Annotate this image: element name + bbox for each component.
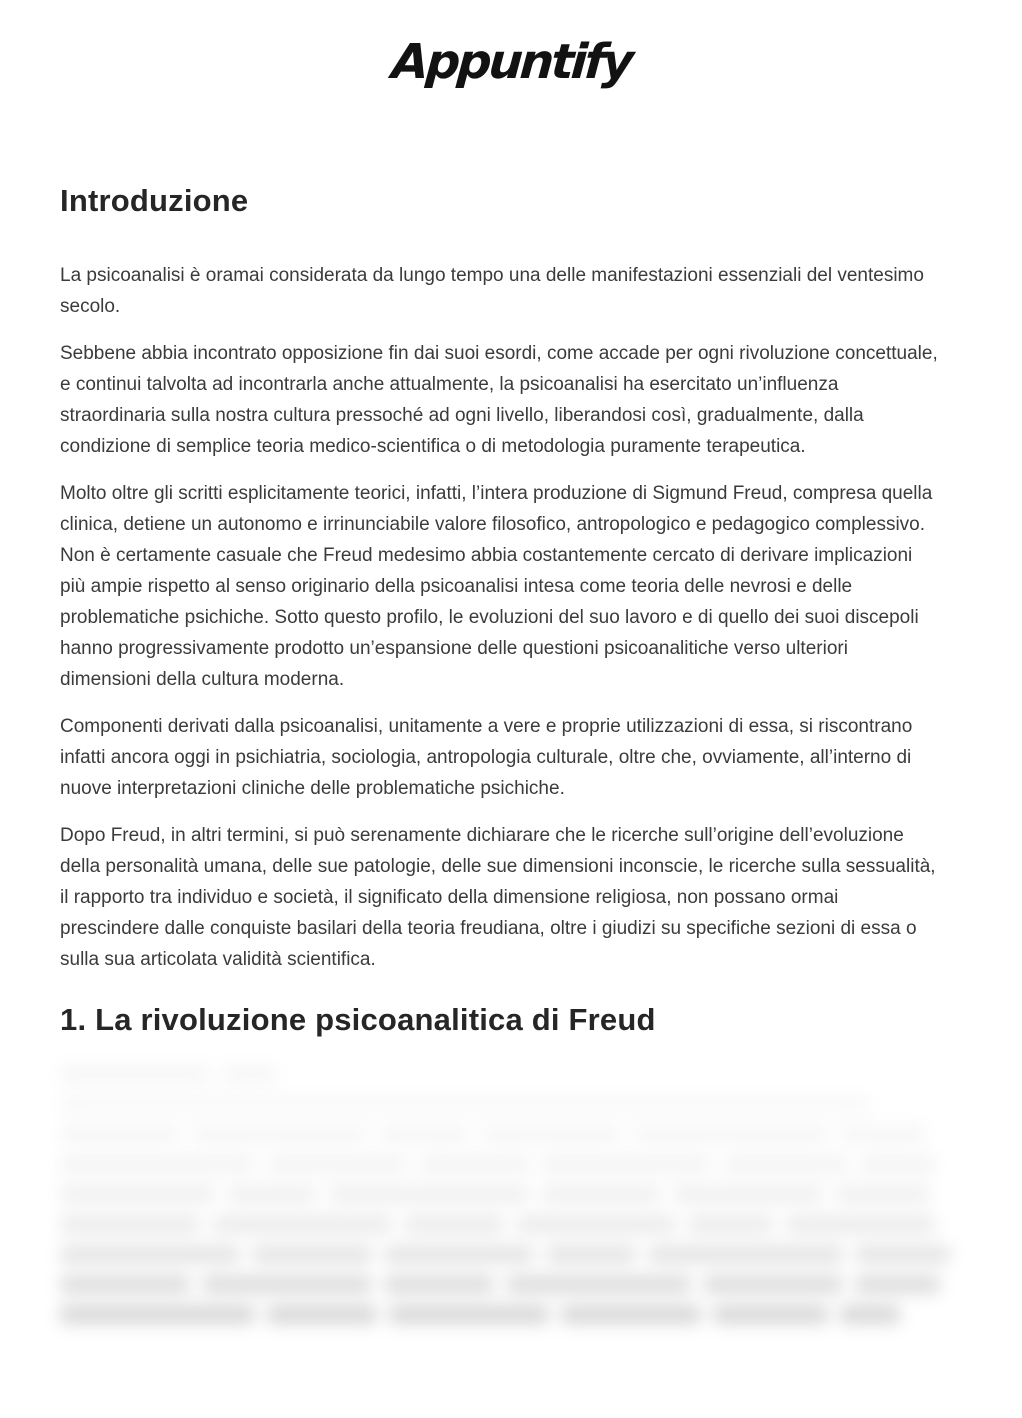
blur-word bbox=[212, 1215, 392, 1234]
blurred-text-row bbox=[60, 1185, 940, 1204]
blurred-text-row bbox=[60, 1095, 940, 1114]
blur-word bbox=[703, 1275, 843, 1294]
paragraph-4: Componenti derivati dalla psicoanalisi, unitamente a vere e proprie utilizzazioni di essa, si riscontrano infatti ancora oggi in psichiatria, sociologia, antropologia culturale, oltre che, ovviamente, all’interno di nuove interpretazioni cliniche delle problematiche psichiche. bbox=[60, 716, 913, 799]
blur-word bbox=[384, 1275, 494, 1294]
blurred-text-row bbox=[60, 1305, 940, 1324]
blurred-text-row bbox=[60, 1215, 940, 1234]
blur-word bbox=[855, 1245, 950, 1264]
blur-word bbox=[60, 1245, 240, 1264]
blur-word bbox=[384, 1245, 534, 1264]
blur-word bbox=[60, 1125, 180, 1144]
blur-word bbox=[222, 1065, 277, 1084]
blur-word bbox=[785, 1215, 935, 1234]
blur-word bbox=[481, 1125, 621, 1144]
blur-word bbox=[60, 1095, 870, 1114]
blur-word bbox=[855, 1275, 940, 1294]
blur-word bbox=[840, 1305, 900, 1324]
blur-word bbox=[60, 1065, 210, 1084]
blur-word bbox=[723, 1155, 848, 1174]
paragraph-3: Molto oltre gli scritti esplicitamente teorici, infatti, l’intera produzione di Sigmund Freud, compresa quella clinica, detiene un autonomo e irrinunciabile valore filosofico, antropologico e pedagogico complessivo. Non è certamente casuale che Freud medesimo abbia costantemente cercato di derivare implicazioni più ampie rispetto al senso originario della psicoanalisi intesa come teoria delle nevrosi e delle problematiche psichiche. Sotto questo profilo, le evoluzioni del suo lavoro e di quello dei suoi discepoli hanno progressivamente prodotto un’espansione delle questioni psicoanalitiche verso ulteriori dimensioni della cultura moderna. bbox=[60, 483, 933, 690]
blurred-text-row bbox=[60, 1125, 940, 1144]
blur-word bbox=[379, 1125, 469, 1144]
blur-word bbox=[541, 1155, 711, 1174]
header bbox=[0, 0, 1022, 96]
blur-word bbox=[252, 1245, 372, 1264]
blur-word bbox=[835, 1185, 930, 1204]
blur-word bbox=[267, 1305, 377, 1324]
blur-word bbox=[60, 1155, 255, 1174]
blur-word bbox=[673, 1185, 823, 1204]
blurred-locked-content bbox=[60, 1065, 940, 1324]
blur-word bbox=[60, 1215, 200, 1234]
blur-word bbox=[329, 1185, 529, 1204]
blur-word bbox=[688, 1215, 773, 1234]
blur-word bbox=[541, 1185, 661, 1204]
blur-word bbox=[419, 1155, 529, 1174]
blur-word bbox=[202, 1275, 372, 1294]
section-title-chapter-1: 1. La rivoluzione psicoanalitica di Freud bbox=[60, 1002, 656, 1037]
blurred-text-row bbox=[60, 1065, 940, 1084]
blurred-text-row bbox=[60, 1245, 940, 1264]
blur-word bbox=[713, 1305, 828, 1324]
blurred-text-row bbox=[60, 1155, 940, 1174]
page-title-introduzione: Introduzione bbox=[60, 183, 249, 218]
paragraph-5: Dopo Freud, in altri termini, si può serenamente dichiarare che le ricerche sull’origine dell’evoluzione della personalità umana, delle sue patologie, delle sue dimensioni inconscie, le ricerche sulla sessualità, il rapporto tra individuo e società, il significato della dimensione religiosa, non possano ormai prescindere dalle conquiste basilari della teoria freudiana, oltre i giudizi su specifiche sezioni di essa o sulla sua articolata validità scientifica. bbox=[60, 825, 936, 970]
appuntify-logo: Appuntify bbox=[389, 34, 633, 90]
blur-word bbox=[516, 1215, 676, 1234]
blur-word bbox=[840, 1125, 925, 1144]
blur-word bbox=[227, 1185, 317, 1204]
blur-word bbox=[860, 1155, 935, 1174]
blurred-text-row bbox=[60, 1275, 940, 1294]
paragraph-2: Sebbene abbia incontrato opposizione fin dai suoi esordi, come accade per ogni rivoluzione concettuale, e continui talvolta ad incontrarla anche attualmente, la psicoanalisi ha esercitato un’influenza straordinaria sulla nostra cultura pressoché ad ogni livello, liberandosi così, gradualmente, dalla condizione di semplice teoria medico-scientifica o di metodologia puramente terapeutica. bbox=[60, 343, 938, 457]
blur-word bbox=[648, 1245, 843, 1264]
blur-word bbox=[633, 1125, 828, 1144]
blur-word bbox=[389, 1305, 549, 1324]
blur-word bbox=[60, 1305, 255, 1324]
blur-word bbox=[546, 1245, 636, 1264]
blur-word bbox=[192, 1125, 367, 1144]
blur-word bbox=[60, 1185, 215, 1204]
paragraph-1: La psicoanalisi è oramai considerata da lungo tempo una delle manifestazioni essenziali del ventesimo secolo. bbox=[60, 265, 924, 317]
document-content bbox=[60, 182, 940, 1324]
blur-word bbox=[404, 1215, 504, 1234]
blur-word bbox=[60, 1275, 190, 1294]
blur-word bbox=[506, 1275, 691, 1294]
blur-word bbox=[267, 1155, 407, 1174]
blur-word bbox=[561, 1305, 701, 1324]
